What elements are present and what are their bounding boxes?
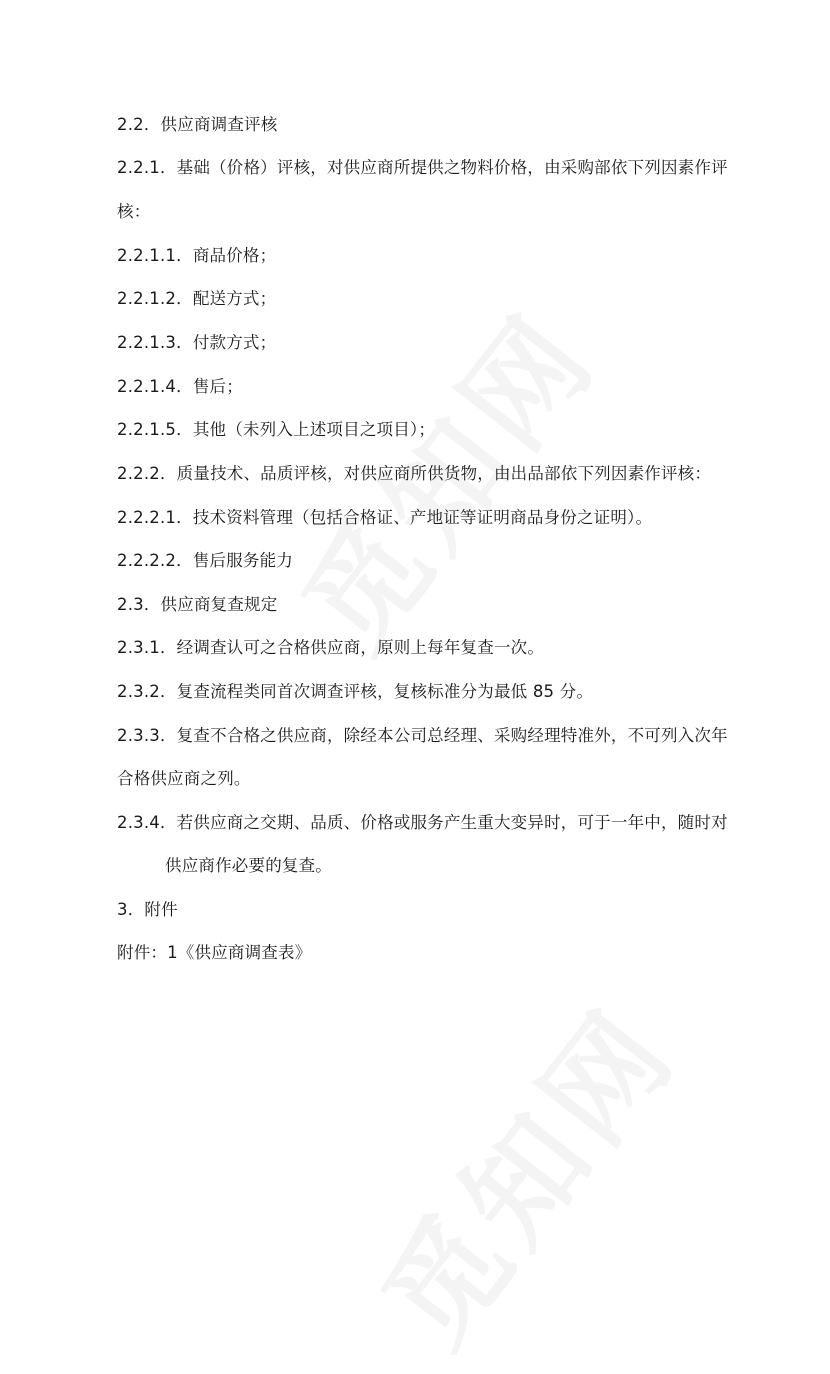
paragraph-2-3-1: 2.3.1．经调查认可之合格供应商，原则上每年复查一次。 bbox=[117, 638, 545, 657]
paragraph-2-3-4: 2.3.4．若供应商之交期、品质、价格或服务产生重大变异时，可于一年中，随时对 bbox=[117, 813, 728, 832]
paragraph-2-3-2: 2.3.2．复查流程类同首次调查评核，复核标准分为最低 85 分。 bbox=[117, 682, 594, 701]
list-item-2-2-1-2: 2.2.1.2．配送方式； bbox=[117, 289, 277, 308]
list-item-2-2-1-3: 2.2.1.3．付款方式； bbox=[117, 333, 277, 352]
paragraph-2-3-3: 2.3.3．复查不合格之供应商，除经本公司总经理、采购经理特准外，不可列入次年 bbox=[117, 726, 728, 745]
paragraph-2-2-1-continued: 核： bbox=[117, 202, 151, 221]
section-heading-3: 3．附件 bbox=[117, 900, 178, 919]
attachment-line: 附件：1《供应商调查表》 bbox=[117, 943, 312, 962]
list-item-2-2-2-1: 2.2.2.1．技术资料管理（包括合格证、产地证等证明商品身份之证明）。 bbox=[117, 508, 653, 527]
paragraph-2-3-4-continued: 供应商作必要的复查。 bbox=[165, 856, 332, 875]
list-item-2-2-2-2: 2.2.2.2．售后服务能力 bbox=[117, 551, 294, 570]
list-item-2-2-1-5: 2.2.1.5．其他（未列入上述项目之项目）； bbox=[117, 420, 436, 439]
section-heading-2-2: 2.2．供应商调查评核 bbox=[117, 115, 278, 134]
paragraph-2-2-2: 2.2.2．质量技术、品质评核，对供应商所供货物，由出品部依下列因素作评核： bbox=[117, 464, 712, 483]
list-item-2-2-1-4: 2.2.1.4．售后； bbox=[117, 377, 243, 396]
section-heading-2-3: 2.3．供应商复查规定 bbox=[117, 595, 278, 614]
paragraph-2-3-3-continued: 合格供应商之列。 bbox=[117, 769, 251, 788]
list-item-2-2-1-1: 2.2.1.1．商品价格； bbox=[117, 246, 277, 265]
watermark-bottom bbox=[337, 966, 707, 1373]
paragraph-2-2-1: 2.2.1．基础（价格）评核，对供应商所提供之物料价格，由采购部依下列因素作评 bbox=[117, 158, 728, 177]
